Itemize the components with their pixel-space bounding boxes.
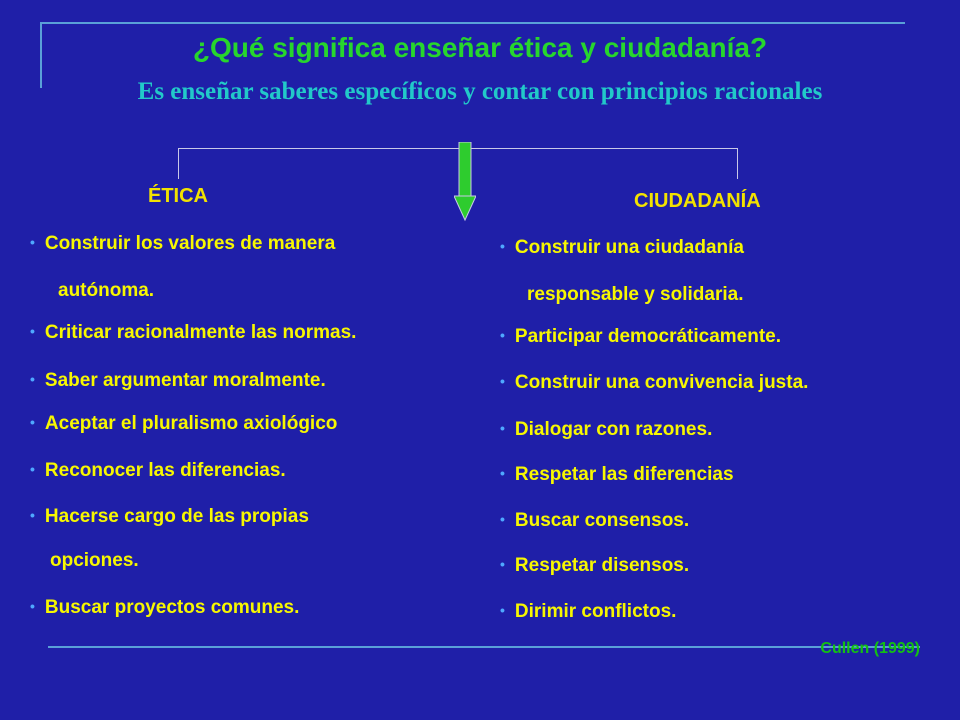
ciudadania-item-text: responsable y solidaria. — [527, 284, 744, 305]
ciudadania-item — [500, 419, 712, 441]
etica-item-continuation — [50, 550, 139, 572]
bullet-icon: • — [500, 556, 505, 572]
bullet-icon: • — [30, 234, 35, 250]
etica-item — [30, 460, 286, 482]
etica-item-text: Buscar proyectos comunes. — [44, 597, 300, 618]
ciudadania-item-text: Respetar las diferencias — [514, 464, 734, 485]
etica-item — [30, 506, 309, 528]
etica-item-text: Saber argumentar moralmente. — [44, 370, 326, 391]
bullet-icon: • — [30, 507, 35, 523]
ciudadania-item — [500, 555, 689, 577]
ciudadania-item — [500, 601, 676, 623]
slide-title: ¿Qué significa enseñar ética y ciudadanía? — [192, 32, 768, 63]
ciudadania-item-text: Buscar consensos. — [514, 510, 690, 531]
bullet-icon: • — [500, 465, 505, 481]
etica-item-text: Criticar racionalmente las normas. — [44, 322, 357, 343]
etica-item-text: Reconocer las diferencias. — [44, 460, 286, 481]
ciudadania-item-text: Respetar disensos. — [514, 555, 690, 576]
etica-item-text: Construir los valores de manera — [44, 233, 336, 254]
bullet-icon: • — [30, 323, 35, 339]
ciudadania-item-text: Participar democráticamente. — [514, 326, 782, 347]
slide-subtitle: Es enseñar saberes específicos y contar con principios racionales — [137, 78, 823, 105]
ciudadania-item-text: Dialogar con razones. — [514, 419, 713, 440]
etica-item — [30, 597, 299, 619]
ciudadania-heading: CIUDADANÍA — [634, 190, 761, 212]
ciudadania-item — [500, 326, 781, 348]
etica-item-text: Aceptar el pluralismo axiológico — [44, 413, 338, 434]
ciudadania-item — [500, 372, 808, 394]
citation: Cullen (1999) — [820, 640, 920, 657]
bullet-icon: • — [500, 420, 505, 436]
bullet-icon: • — [500, 373, 505, 389]
bullet-icon: • — [500, 327, 505, 343]
bullet-icon: • — [500, 238, 505, 254]
etica-item-text: autónoma. — [58, 280, 155, 301]
etica-heading: ÉTICA — [148, 185, 208, 207]
bullet-icon: • — [30, 371, 35, 387]
etica-item-text: opciones. — [50, 550, 139, 571]
top-rule — [40, 22, 905, 24]
etica-item — [30, 370, 326, 392]
ciudadania-item-text: Construir una ciudadanía — [514, 237, 744, 258]
bullet-icon: • — [30, 414, 35, 430]
etica-item — [30, 322, 356, 344]
etica-item-text: Hacerse cargo de las propias — [44, 506, 309, 527]
ciudadania-item-text: Construir una convivencia justa. — [514, 372, 809, 393]
ciudadania-item — [500, 464, 734, 486]
ciudadania-item-text: Dirimir conflictos. — [514, 601, 677, 622]
down-arrow-icon — [454, 142, 476, 222]
etica-item — [30, 413, 337, 435]
bullet-icon: • — [30, 598, 35, 614]
ciudadania-item-continuation — [527, 284, 743, 306]
bullet-icon: • — [500, 602, 505, 618]
ciudadania-item — [500, 237, 744, 259]
etica-item-continuation — [58, 280, 154, 302]
bullet-icon: • — [30, 461, 35, 477]
etica-item — [30, 233, 335, 255]
bottom-rule — [48, 646, 920, 648]
bullet-icon: • — [500, 511, 505, 527]
ciudadania-item — [500, 510, 689, 532]
